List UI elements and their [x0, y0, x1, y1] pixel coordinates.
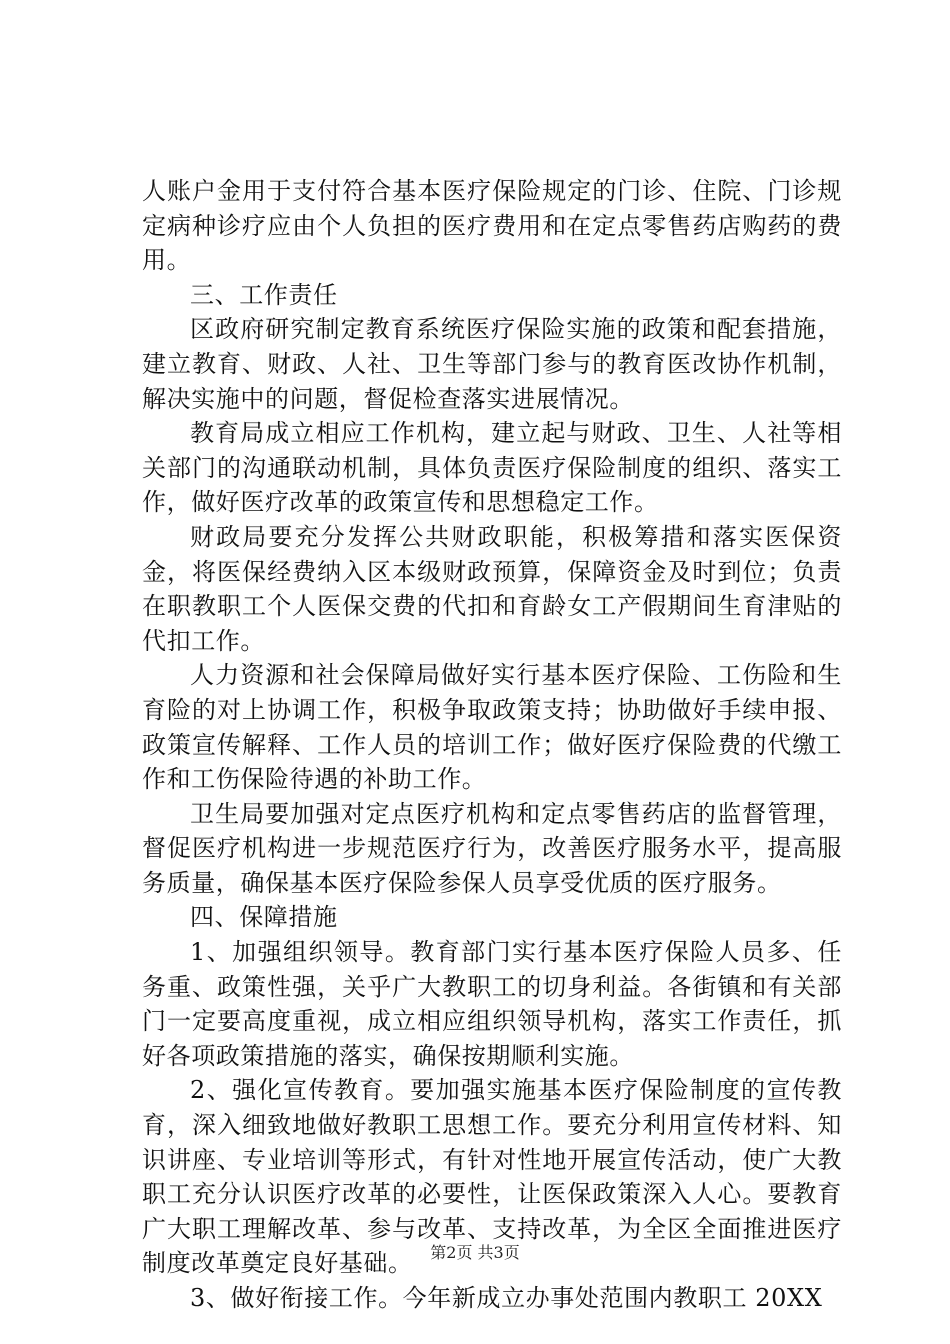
paragraph-measure-1: 1、加强组织领导。教育部门实行基本医疗保险人员多、任务重、政策性强，关乎广大教职工的切身利益。各街镇和有关部门一定要高度重视，成立相应组织领导机构，落实工作责任，抓好各项政策措施的落实，确保按期顺利实施。	[142, 938, 842, 1070]
paragraph-health-bureau: 卫生局要加强对定点医疗机构和定点零售药店的监督管理，督促医疗机构进一步规范医疗行为，改善医疗服务水平，提高服务质量，确保基本医疗保险参保人员享受优质的医疗服务。	[142, 799, 842, 897]
page-footer: 第2页 共3页	[430, 1243, 520, 1262]
paragraph-human-resources-bureau: 人力资源和社会保障局做好实行基本医疗保险、工伤险和生育险的对上协调工作，积极争取政策支持；协助做好手续申报、政策宣传解释、工作人员的培训工作；做好医疗保险费的代缴工作和工伤保险待遇的补助工作。	[142, 661, 842, 794]
paragraph-continuation: 人账户金用于支付符合基本医疗保险规定的门诊、住院、门诊规定病种诊疗应由个人负担的医疗费用和在定点零售药店购药的费用。	[142, 177, 842, 275]
section-heading-safeguards: 四、保障措施	[190, 903, 338, 932]
paragraph-district-government: 区政府研究制定教育系统医疗保险实施的政策和配套措施，建立教育、财政、人社、卫生等部门参与的教育医改协作机制，解决实施中的问题，督促检查落实进展情况。	[142, 315, 842, 413]
paragraph-finance-bureau: 财政局要充分发挥公共财政职能，积极筹措和落实医保资金，将医保经费纳入区本级财政预算，保障资金及时到位；负责在职教职工个人医保交费的代扣和育龄女工产假期间生育津贴的代扣工作。	[142, 522, 842, 655]
document-body	[142, 174, 842, 1316]
section-heading-responsibilities: 三、工作责任	[190, 280, 338, 309]
paragraph-education-bureau: 教育局成立相应工作机构，建立起与财政、卫生、人社等相关部门的沟通联动机制，具体负责医疗保险制度的组织、落实工作，做好医疗改革的政策宣传和思想稳定工作。	[142, 419, 842, 517]
paragraph-measure-2: 2、强化宣传教育。要加强实施基本医疗保险制度的宣传教育，深入细致地做好教职工思想工作。要充分利用宣传材料、知识讲座、专业培训等形式，有针对性地开展宣传活动，使广大教职工充分认识医疗改革的必要性，让医保政策深入人心。要教育广大职工理解改革、参与改革、支持改革，为全区全面推进医疗制度改革奠定良好基础。	[142, 1076, 842, 1278]
paragraph-measure-3: 3、做好衔接工作。今年新成立办事处范围内教职工 20XX	[190, 1284, 823, 1312]
